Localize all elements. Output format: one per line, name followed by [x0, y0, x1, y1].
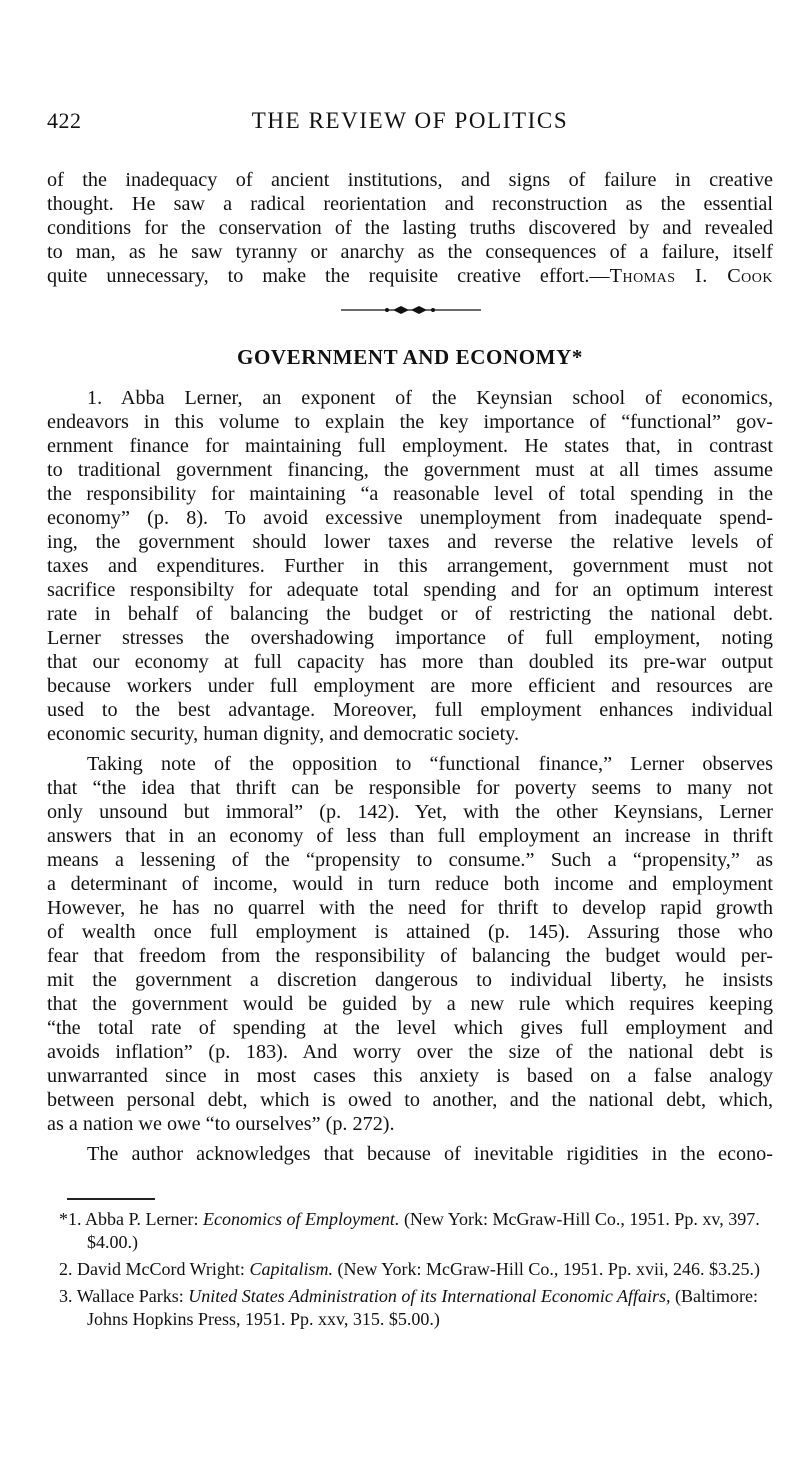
- text-line: conditions for the conservation of the lasting truths discovered by and revealed: [47, 217, 773, 239]
- text-line: endeavors in this volume to explain the key importance of “functional” gov-: [47, 411, 773, 433]
- footnote-author: Wallace Parks:: [76, 1286, 184, 1306]
- text-line-with-signature: [47, 264, 773, 288]
- footnotes: [47, 1208, 773, 1335]
- footnote-marker: 3.: [59, 1286, 73, 1306]
- text-line: However, he has no quarrel with the need for thrift to develop rapid growth: [47, 897, 773, 919]
- text-line: the responsibility for maintaining “a reasonable level of total spending in the: [47, 483, 773, 505]
- footnote-rule: [67, 1198, 155, 1200]
- paragraph-3: [47, 1142, 773, 1166]
- footnote-marker: 2.: [59, 1259, 73, 1279]
- text-line: thought. He saw a radical reorientation and reconstruction as the essential: [47, 193, 773, 215]
- text-line: fear that freedom from the responsibility of balancing the budget would per-: [47, 945, 773, 967]
- text-line: avoids inflation” (p. 183). And worry over the size of the national debt is: [47, 1041, 773, 1063]
- section-title: GOVERNMENT AND ECONOMY*: [237, 345, 583, 369]
- footnote: [47, 1208, 773, 1254]
- footnote-book-title: United States Administration of its International Economic Affairs,: [188, 1286, 671, 1306]
- text-line: ernment finance for maintaining full employment. He states that, in contrast: [47, 435, 773, 457]
- footnote-marker: *1.: [59, 1209, 82, 1229]
- text-line: The author acknowledges that because of inevitable rigidities in the econo-: [87, 1143, 773, 1165]
- running-head: [47, 108, 773, 142]
- text-line: to traditional government financing, the government must at all times assume: [47, 459, 773, 481]
- footnote-author: David McCord Wright:: [77, 1259, 245, 1279]
- text-line: unwarranted since in most cases this anxiety is based on a false analogy: [47, 1065, 773, 1087]
- footnote-author: Abba P. Lerner:: [85, 1209, 199, 1229]
- text-line: sacrifice responsibilty for adequate total spending and for an optimum interest: [47, 579, 773, 601]
- footnote: [47, 1285, 773, 1331]
- text-line: that the government would be guided by a new rule which requires keeping: [47, 993, 773, 1015]
- page-body: [47, 168, 773, 1166]
- text-line: that “the idea that thrift can be responsible for poverty seems to many not: [47, 777, 773, 799]
- footnote-book-title: Capitalism.: [249, 1259, 333, 1279]
- journal-page: [47, 0, 773, 1478]
- journal-title: THE REVIEW OF POLITICS: [251, 108, 569, 133]
- text-line: taxes and expenditures. Further in this arrangement, government must not: [47, 555, 773, 577]
- text-line: Lerner stresses the overshadowing importance of full employment, noting: [47, 627, 773, 649]
- footnote-book-title: Economics of Employment.: [202, 1209, 400, 1229]
- text-line: of the inadequacy of ancient institutions, and signs of failure in creative: [47, 169, 773, 191]
- footnote-details: (New York: McGraw-Hill Co., 1951. Pp. xvii, 246. $3.25.): [337, 1259, 760, 1279]
- ornament-rule-icon: [341, 300, 481, 320]
- text-line-end: quite unnecessary, to make the requisite creative effort.—: [47, 265, 610, 287]
- footnote-details: (Baltimore: Johns Hopkins Press, 1951. Pp. xxv, 315. $5.00.): [87, 1286, 759, 1329]
- previous-review-ending: [47, 168, 773, 288]
- text-line: “the total rate of spending at the level which gives full employment and: [47, 1017, 773, 1039]
- text-line: rate in behalf of balancing the budget or of restricting the national debt.: [47, 603, 773, 625]
- text-line: economic security, human dignity, and democratic society.: [47, 723, 520, 745]
- footnote: [47, 1258, 773, 1281]
- text-line: answers that in an economy of less than full employment an increase in thrift: [47, 825, 773, 847]
- footnote-details: (New York: McGraw-Hill Co., 1951. Pp. xv, 397. $4.00.): [87, 1209, 760, 1252]
- reviewer-signature: Thomas I. Cook: [609, 265, 774, 287]
- text-line: mit the government a discretion dangerous to individual liberty, he insists: [47, 969, 773, 991]
- text-line: used to the best advantage. Moreover, full employment enhances individual: [47, 699, 773, 721]
- text-line: to man, as he saw tyranny or anarchy as the consequences of a failure, itself: [47, 241, 773, 263]
- section-divider-ornament: [47, 288, 773, 334]
- text-line: 1. Abba Lerner, an exponent of the Keynsian school of economics,: [87, 387, 773, 409]
- paragraph-1: [47, 386, 773, 746]
- text-line: because workers under full employment are more efficient and resources are: [47, 675, 773, 697]
- page-number: 422: [47, 108, 82, 133]
- text-line: as a nation we owe “to ourselves” (p. 272).: [47, 1113, 395, 1135]
- text-line: only unsound but immoral” (p. 142). Yet, with the other Keynsians, Lerner: [47, 801, 773, 823]
- text-line: a determinant of income, would in turn reduce both income and employment: [47, 873, 773, 895]
- paragraph-2: [47, 752, 773, 1136]
- text-line: ing, the government should lower taxes and reverse the relative levels of: [47, 531, 773, 553]
- text-line: means a lessening of the “propensity to consume.” Such a “propensity,” as: [47, 849, 773, 871]
- text-line: that our economy at full capacity has more than doubled its pre-war output: [47, 651, 773, 673]
- text-line: Taking note of the opposition to “functional finance,” Lerner observes: [87, 753, 773, 775]
- text-line: economy” (p. 8). To avoid excessive unemployment from inadequate spend-: [47, 507, 773, 529]
- text-line: of wealth once full employment is attained (p. 145). Assuring those who: [47, 921, 773, 943]
- text-line: between personal debt, which is owed to another, and the national debt, which,: [47, 1089, 773, 1111]
